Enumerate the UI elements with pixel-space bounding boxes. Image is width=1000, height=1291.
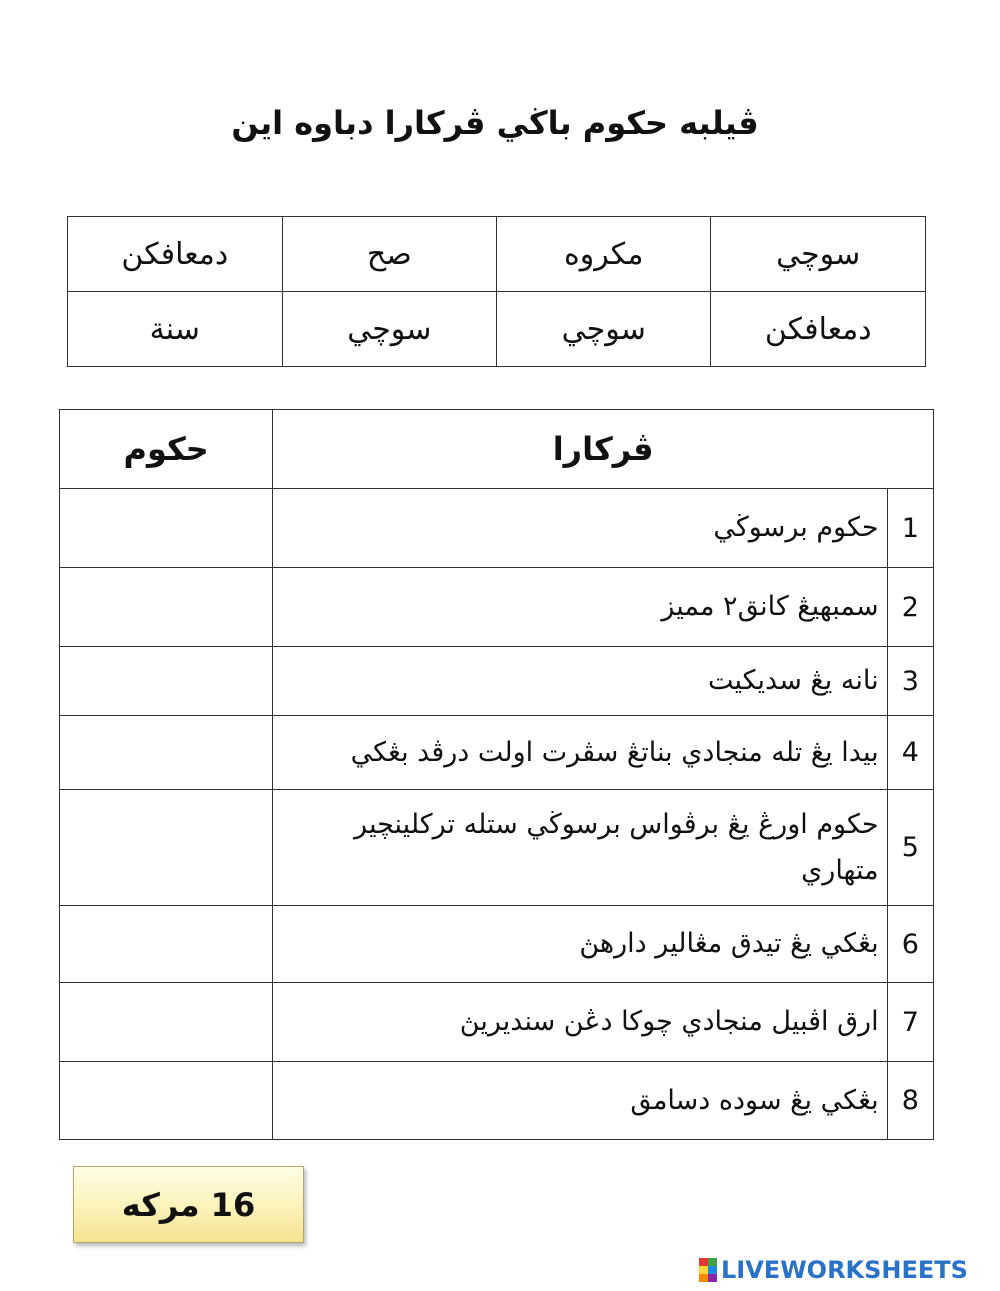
rulings-table	[59, 409, 934, 1140]
row-text: سمبهيڠ كانق٢ مميز	[273, 568, 887, 647]
word-bank-cell: دمعافكن	[711, 292, 926, 367]
row-number: 4	[887, 716, 933, 790]
table-row	[60, 790, 934, 906]
row-number: 3	[887, 647, 933, 716]
row-text: بيدا يڠ تله منجادي بناتڠ سڤرت اولت درڤد بڠكي	[273, 716, 887, 790]
answer-box[interactable]	[60, 790, 273, 906]
row-text: بڠكي يڠ سوده دسامق	[273, 1062, 887, 1140]
word-bank-row	[68, 292, 926, 367]
row-text: حكوم برسوڬي	[273, 489, 887, 568]
row-number: 6	[887, 906, 933, 983]
table-header-row	[60, 410, 934, 489]
row-number: 1	[887, 489, 933, 568]
word-bank-cell: سوچي	[497, 292, 711, 367]
word-bank-cell: سوچي	[711, 217, 926, 292]
word-bank-cell: دمعافكن	[68, 217, 283, 292]
marks-badge	[73, 1166, 304, 1243]
table-row	[60, 647, 934, 716]
worksheet-title: ڤيلبه حكوم باڬي ڤركارا دباوه اين	[231, 104, 759, 142]
row-text: نانه يڠ سديكيت	[273, 647, 887, 716]
table-row	[60, 983, 934, 1062]
row-text: حكوم اورڠ يڠ برڤواس برسوڬي ستله تركلينچير متهاري	[273, 790, 887, 906]
row-number: 7	[887, 983, 933, 1062]
answer-box[interactable]	[60, 716, 273, 790]
row-number: 8	[887, 1062, 933, 1140]
answer-box[interactable]	[60, 906, 273, 983]
table-row	[60, 906, 934, 983]
brand-name: LIVEWORKSHEETS	[721, 1256, 968, 1284]
brand-footer	[699, 1256, 968, 1284]
table-row	[60, 716, 934, 790]
word-bank-cell: مكروه	[497, 217, 711, 292]
table-row	[60, 568, 934, 647]
word-bank-cell: صح	[282, 217, 496, 292]
answer-box[interactable]	[60, 983, 273, 1062]
word-bank-row	[68, 217, 926, 292]
answer-box[interactable]	[60, 1062, 273, 1140]
liveworksheets-logo-icon	[699, 1258, 717, 1282]
header-matter: ڤركارا	[273, 410, 934, 489]
marks-label: 16 مركه	[121, 1185, 256, 1224]
row-text: ارق اڤبيل منجادي چوكا دڠن سنديريڽ	[273, 983, 887, 1062]
table-row	[60, 489, 934, 568]
answer-box[interactable]	[60, 489, 273, 568]
row-text: بڠكي يڠ تيدق مڠالير دارهڽ	[273, 906, 887, 983]
answer-box[interactable]	[60, 568, 273, 647]
word-bank-cell: سوچي	[282, 292, 496, 367]
answer-box[interactable]	[60, 647, 273, 716]
header-ruling: حكوم	[60, 410, 273, 489]
table-row	[60, 1062, 934, 1140]
word-bank-table	[67, 216, 926, 367]
row-number: 5	[887, 790, 933, 906]
word-bank-cell: سنة	[68, 292, 283, 367]
row-number: 2	[887, 568, 933, 647]
